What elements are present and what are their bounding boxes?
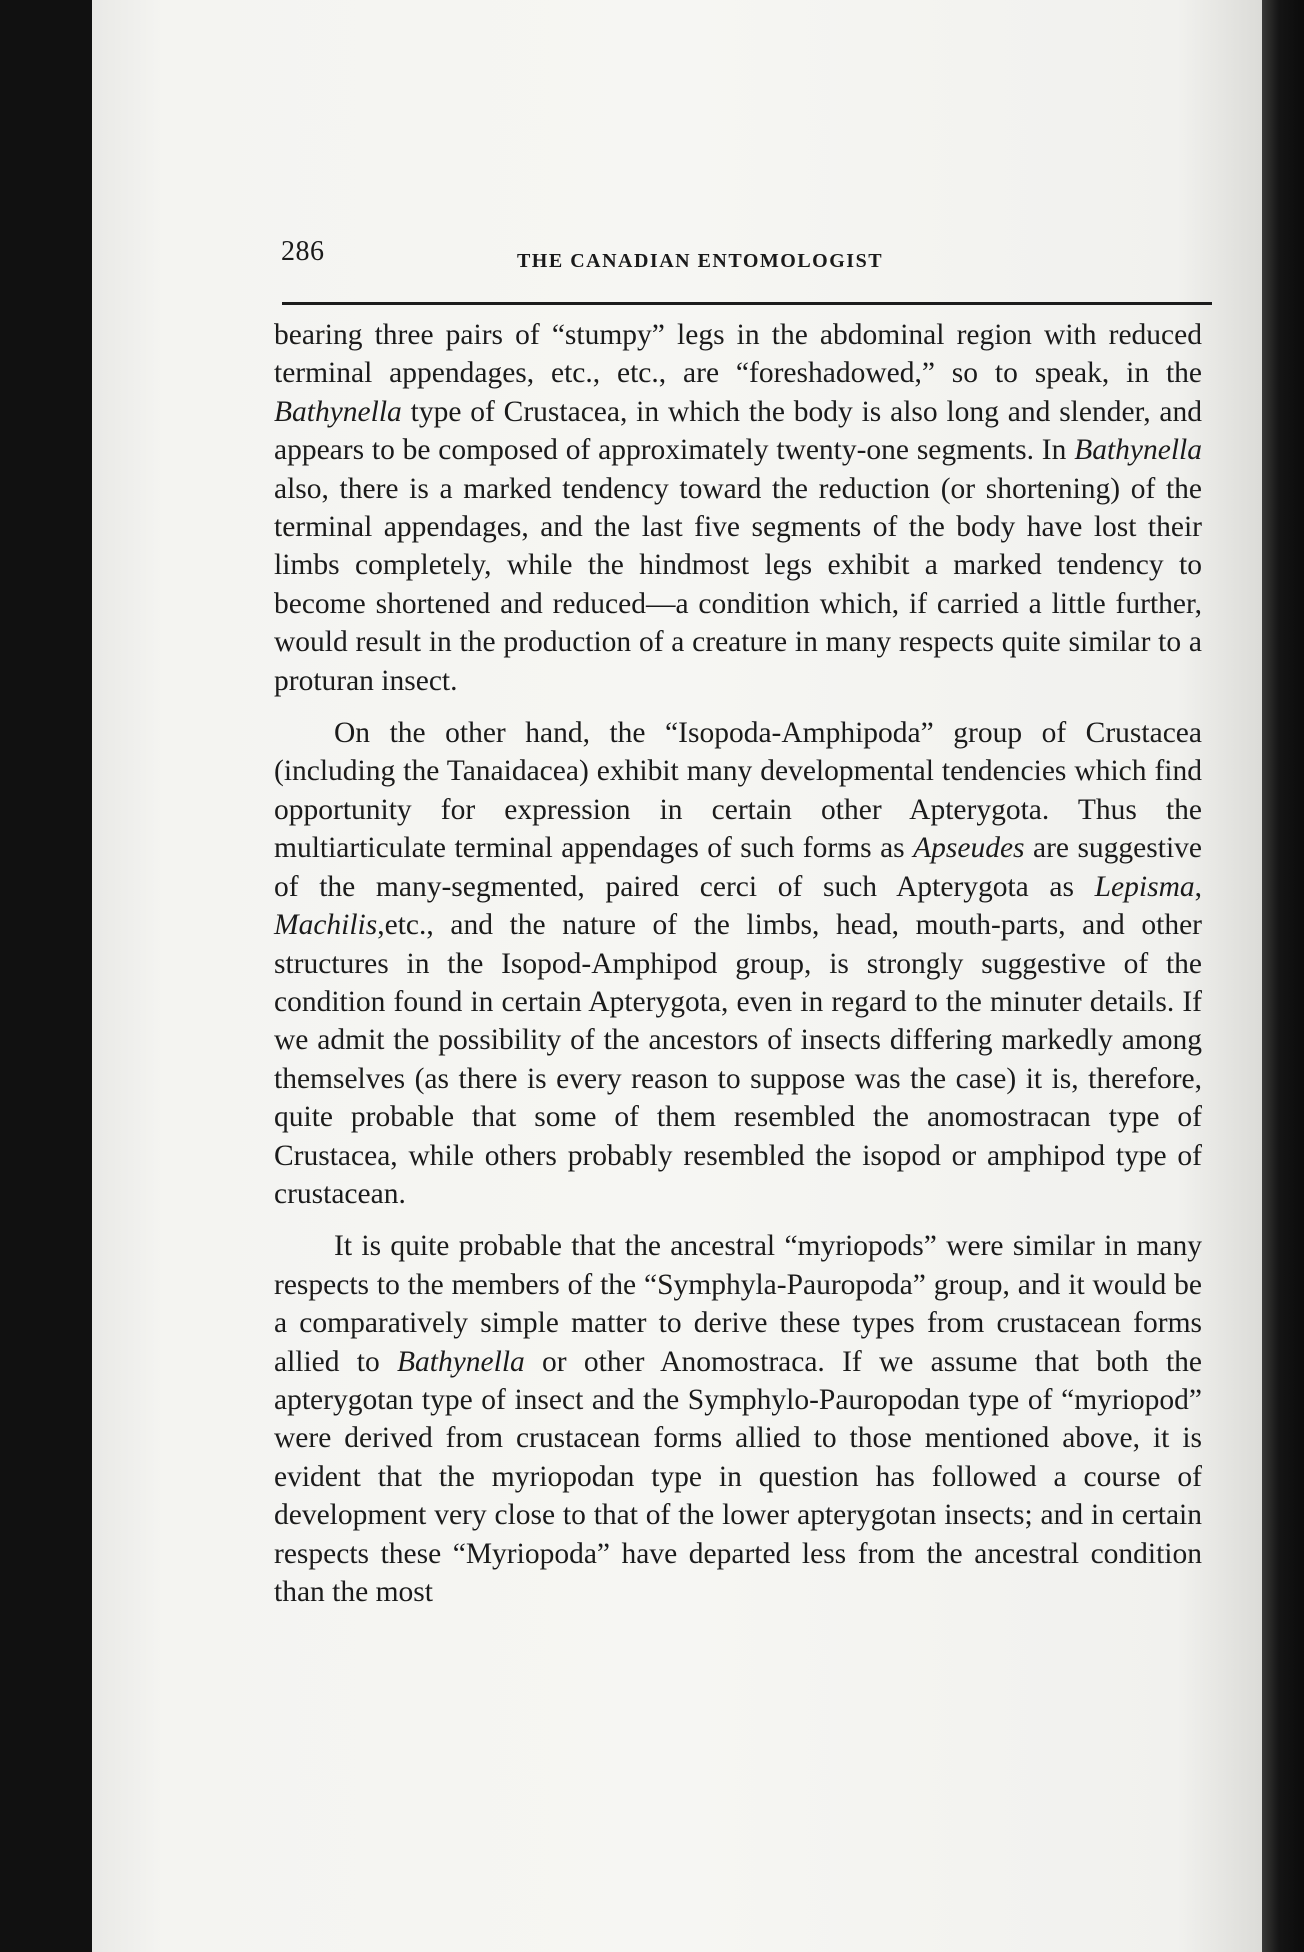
italic-term: Bathynella xyxy=(1074,434,1202,467)
italic-term: Bathynella xyxy=(397,1345,525,1378)
text-run: or other Anomostraca. If we assume that both the apterygotan type of insect and the Symphylo-Pauropodan type of “myriopod” were derived from crustacean forms allied to those mentioned above, it is evident that the myriopodan type in question has followed a course of development very close to that of the lower apterygotan insects; and in certain respects these “Myriopoda” have departed less from the ancestral condition than the most xyxy=(274,1345,1202,1608)
text-run: also, there is a marked tendency toward the reduction (or shortening) of the terminal appendages, and the last five segments of the body have lost their limbs completely, while the hindmost legs exhibit a marked tendency to become shortened and reduced—a condition which, if carried a little further, would result in the production of a creature in many respects quite similar to a proturan insect. xyxy=(274,472,1202,697)
text-run: bearing three pairs of “stumpy” legs in the abdominal region with reduced terminal appendages, etc., etc., are “foreshadowed,” so to speak, in the xyxy=(274,319,1202,390)
page-header xyxy=(190,236,1210,280)
text-run: On the other hand, the “Isopoda-Amphipoda” group of Crustacea (including the Tanaidacea) exhibit many developmental tendencies which find opportunity for expression in certain other Apterygota. Thus the multiarticulate terminal appendages of such forms as xyxy=(274,717,1202,865)
header-rule xyxy=(282,302,1212,305)
paragraph-2 xyxy=(274,714,1202,1213)
italic-term: Bathynella xyxy=(274,395,402,428)
body-text xyxy=(274,316,1202,1611)
italic-term: Apseudes xyxy=(913,832,1025,865)
page-edge-shadow xyxy=(1262,0,1304,1952)
italic-term: Lepisma xyxy=(1094,870,1195,903)
page-number: 286 xyxy=(281,236,325,267)
italic-term: Machilis xyxy=(274,909,378,942)
running-title: THE CANADIAN ENTOMOLOGIST xyxy=(516,250,884,272)
paragraph-1 xyxy=(274,316,1202,700)
text-run: , xyxy=(1194,870,1202,903)
text-run: ,etc., and the nature of the limbs, head, mouth-parts, and other structures in the Isopod-Amphipod group, is strongly suggestive of the condition found in certain Apterygota, even in regard to the minuter details. If we admit the possibility of the ancestors of insects differing markedly among themselves (as there is every reason to suppose was the case) it is, therefore, quite probable that some of them resembled the anomostracan type of Crustacea, while others probably resembled the isopod or amphipod type of crustacean. xyxy=(274,909,1202,1210)
paragraph-3 xyxy=(274,1227,1202,1611)
text-run: type of Crustacea, in which the body is also long and slender, and appears to be composed of approximately twenty-one segments. In xyxy=(274,395,1202,467)
text-run: It is quite probable that the ancestral “myriopods” were similar in many respects to the members of the “Symphyla-Pauropoda” group, and it would be a comparatively simple matter to derive these types from crustacean forms allied to xyxy=(274,1230,1202,1378)
text-run: are suggestive of the many-segmented, paired cerci of such Apterygota as xyxy=(274,832,1202,903)
